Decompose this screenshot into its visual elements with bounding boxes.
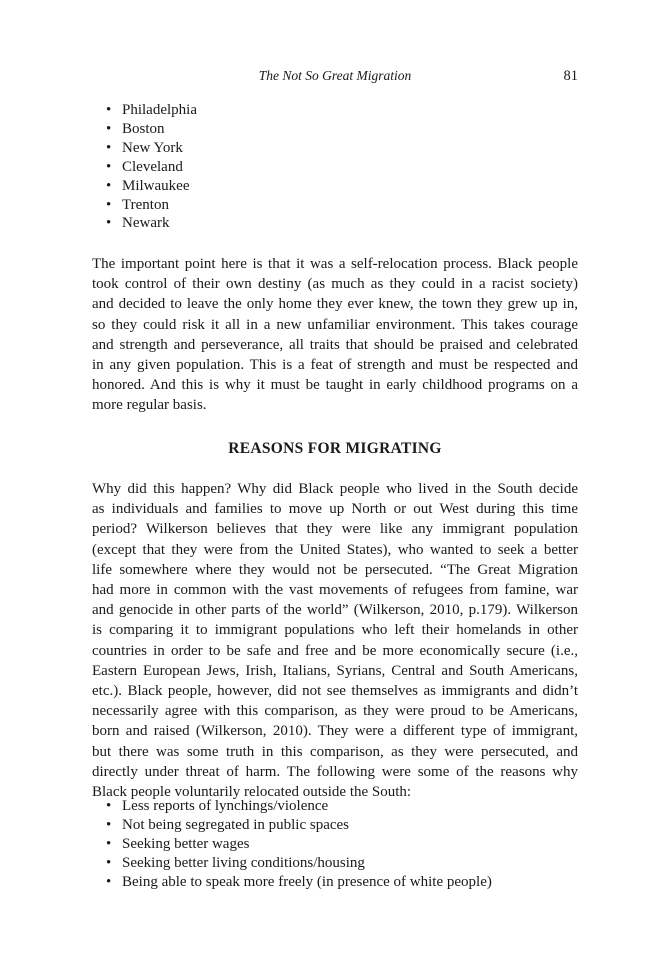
list-item: • Trenton [106, 196, 197, 215]
text-line: The important point here is that it was a self-relocation process. Black people [92, 256, 578, 272]
text-line: and genocide in other parts of the world” (Wilkerson, 2010, p.179). Wilkerson [92, 602, 578, 619]
text-line: and decided to leave the only home they ever knew, the town they grew up in, [92, 296, 578, 313]
paragraph-self-relocation [92, 254, 578, 416]
paragraph-reasons-intro [92, 479, 578, 802]
list-item: • Boston [106, 120, 197, 139]
list-item: • Philadelphia [106, 101, 197, 120]
list-item: • Cleveland [106, 158, 197, 177]
list-item: • Less reports of lynchings/violence [106, 797, 492, 816]
text-line: countries in order to be safe and free and be more economically secure (i.e., [92, 642, 578, 659]
list-item: • New York [106, 139, 197, 158]
list-item: • Not being segregated in public spaces [106, 816, 492, 835]
list-item: • Milwaukee [106, 177, 197, 196]
list-item: • Being able to speak more freely (in presence of white people) [106, 873, 492, 892]
text-line: but there was some truth in this comparison, as they were persecuted, and [92, 743, 578, 760]
text-line: had more in common with the vast movements of refugees from famine, war [92, 582, 578, 599]
text-line: is comparing it to immigrant populations who left their homelands in other [92, 622, 578, 639]
page-number: 81 [563, 68, 578, 84]
reasons-list [106, 797, 492, 892]
text-line: necessarily agree with this comparison, as they were proud to be Americans, [92, 703, 578, 720]
text-line: more regular basis. [92, 397, 207, 414]
section-heading: REASONS FOR MIGRATING [228, 440, 442, 457]
text-line: took control of their own destiny (as much as they could in a racist society) [92, 276, 578, 293]
city-list [106, 101, 197, 233]
text-line: as individuals and families to move up North or out West during this time [92, 501, 578, 518]
running-title: The Not So Great Migration [258, 68, 412, 83]
text-line: Why did this happen? Why did Black people who lived in the South decide [92, 481, 578, 497]
text-line: (except that they were from the United States), who wanted to seek a better [92, 541, 578, 558]
list-item: • Seeking better wages [106, 835, 492, 854]
list-item: • Seeking better living conditions/housing [106, 854, 492, 873]
text-line: honored. And this is why it must be taught in early childhood programs on a [92, 377, 578, 394]
text-line: and strength and perseverance, all traits that should be praised and celebrated [92, 336, 578, 353]
text-line: born and raised (Wilkerson, 2010). They were a different type of immigrant, [92, 723, 578, 740]
running-head [92, 66, 578, 86]
text-line: so they could risk it all in a new unfamiliar environment. This takes courage [92, 316, 578, 333]
text-line: Black people voluntarily relocated outside the South: [92, 784, 412, 801]
list-item: • Newark [106, 214, 197, 233]
text-line: period? Wilkerson believes that they were like any immigrant population [92, 521, 578, 538]
text-line: life somewhere where they would not be persecuted. “The Great Migration [92, 561, 578, 578]
text-line: etc.). Black people, however, did not see themselves as immigrants and didn’t [92, 683, 578, 700]
text-line: in any given population. This is a feat of strength and must be respected and [92, 357, 578, 374]
text-line: directly under threat of harm. The following were some of the reasons why [92, 763, 578, 780]
text-line: Eastern European Jews, Irish, Italians, Syrians, Central and South Americans, [92, 662, 578, 679]
